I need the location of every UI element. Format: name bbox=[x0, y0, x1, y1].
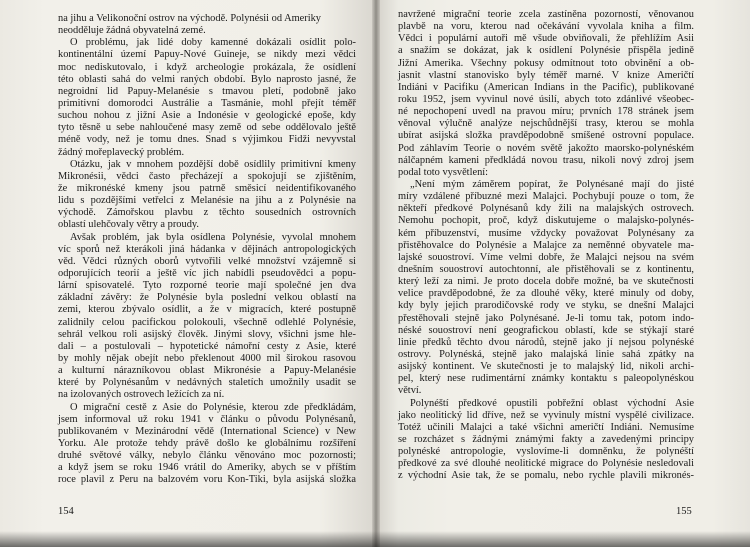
text-line: negroidní lid Papuy-Melanésie s tmavou pletí, podobně jako bbox=[58, 85, 356, 97]
text-line: roce plavil z Peru na balzovém voru Kon-Tiki, byla asijská složka bbox=[58, 474, 356, 486]
page-number: 155 bbox=[676, 506, 692, 517]
text-line: Avšak problém, jak byla osídlena Polynésie, vyvolal mnohem bbox=[70, 231, 356, 243]
text-line: věd. Vědci různých oborů vytvořili velké množství vzájemně si bbox=[58, 255, 356, 267]
text-line: a když jsem se roku 1946 vrátil do Ameriky, abych se v příštím bbox=[58, 462, 356, 474]
text-line: by mohly nějak obejít nebo překlenout 4000 mil širokou rasovou bbox=[58, 352, 356, 364]
text-line: dali – a postulovali – hypotetické námořní cesty z Asie, které bbox=[58, 340, 356, 352]
text-line: Nemohu pochopit, proč, když diskutujeme o malajsko-polynés- bbox=[398, 215, 694, 227]
text-line: větví. bbox=[398, 385, 422, 397]
text-line: Pod záhlavím Teorie o novém světě jakožto maorsko-polynéském bbox=[398, 142, 694, 154]
text-line: Totéž učinili Malajci a také všichni američtí Indiáni. Nemusíme bbox=[398, 421, 694, 433]
text-line: né nepochopení uvedl na pravou míru; prvních 178 stránek jsem bbox=[398, 106, 694, 118]
text-line: kontinentální území Papuy-Nové Guineje, se nikdy mezi vědci bbox=[58, 49, 356, 61]
text-line: velice pravděpodobné, že za dlouhé věky, které minuly od doby, bbox=[398, 288, 694, 300]
text-line: na jihu a Velikonoční ostrov na východě. Polynésii od Ameriky bbox=[58, 13, 322, 24]
text-line: tyto těsně u sebe nahloučené masy země od sebe oddělovalo ještě bbox=[58, 122, 356, 134]
text-line: Otázku, jak v mnohem pozdější době osídlily primitivní kmeny bbox=[70, 158, 356, 170]
text-line: lidu s pozdějšími vetřelci z Melanésie na jihu a z Polynésie na bbox=[58, 195, 356, 207]
text-line: předkové za své dlouhé neolitické migrace do Polynésie nesledovali bbox=[398, 458, 694, 470]
text-line: z východní Asie tak, že se pomalu, nebo rychle plavili mikronés- bbox=[398, 470, 694, 482]
text-line: néské souostroví není geografickou oblastí, kde se stýkají staré bbox=[398, 324, 694, 336]
text-line: Indiáni v Pacifiku (American Indians in the Pacific), publikované bbox=[398, 81, 694, 93]
text-line: jsem informoval už roku 1941 v článku o původu Polynésanů, bbox=[58, 413, 356, 425]
text-line: jako neolitický lid dříve, než se vyvinuly místní vyspělé civilizace. bbox=[398, 409, 694, 421]
text-line: a snažím se dokázat, jak k osídlení Polynésie přispěla jedině bbox=[398, 45, 694, 57]
text-line: Jižní Amerika. Všechny pokusy odmítnout toto obvinění a ob- bbox=[398, 57, 694, 69]
text-line: víc sporů než kterákoli jiná hádanka v dějinách antropologických bbox=[58, 243, 356, 255]
text-line: primitivní domorodci Austrálie a Tasmánie, mohl přejít téměř bbox=[58, 97, 356, 109]
text-line: jasnit vlastní stanovisko byly téměř marné. V knize Američtí bbox=[398, 69, 694, 81]
text-line: lajské souostroví. Víme velmi dobře, že Malajci nejsou na svém bbox=[398, 251, 694, 263]
text-line: sehrál velkou roli asijský člověk. Jinými slovy, všichni jsme hle- bbox=[58, 328, 356, 340]
text-line: ubírat asijská složka pravděpodobně smíšené ostrovní populace. bbox=[398, 130, 694, 142]
text-line: asijský kontinent. Ve skutečnosti je to malajský lid, nikoli archi- bbox=[398, 361, 694, 373]
text-line: méně vody, než je tomu dnes. Snad s výjimkou Fidži nevyvstal bbox=[58, 134, 356, 146]
text-line: O problému, jak lidé doby kamenné dokázali osídlit polo- bbox=[70, 37, 356, 49]
text-line: kdy byly jejich prarodičovské rody ve styku, se dnešní Malajci bbox=[398, 300, 694, 312]
text-line: lární spisovatelé. Tyto rozporné teorie mají společné jen dva bbox=[58, 280, 356, 292]
text-line: „Není mým záměrem popírat, že Polynésané mají do jisté bbox=[410, 178, 694, 190]
text-line: na izolovaných ostrovech ležících za ní. bbox=[58, 389, 225, 401]
text-line: míry vzdálené příbuzné mezi Malajci. Pochybují pouze o tom, že bbox=[398, 191, 694, 203]
text-line: polynéské antropologie, vyslovíme-li domněnku, že polynéští bbox=[398, 446, 694, 458]
text-line: a kulturní nárazníkovou oblast Mikronésie a Papuy-Melanésie bbox=[58, 365, 356, 377]
text-line: žádný mořeplavecký problém. bbox=[58, 146, 185, 158]
text-line: kém příbuzenství, musíme vždycky považovat Polynésany za bbox=[398, 227, 694, 239]
text-line: suchou nohou z jižní Asie a Indonésie v geologické epoše, kdy bbox=[58, 110, 356, 122]
text-line: věnoval výlučně analýze nejschůdnější trasy, kterou se mohla bbox=[398, 118, 694, 130]
right-page bbox=[376, 0, 750, 547]
page-number: 154 bbox=[58, 506, 74, 517]
text-line: nálčapném kameni předkládá novou trasu, nikoli nový zdroj jsem bbox=[398, 154, 694, 166]
text-line: někteří předkové Polynésanů kdy žili na malajských ostrovech. bbox=[398, 203, 694, 215]
text-line: O migrační cestě z Asie do Polynésie, kterou zde předkládám, bbox=[70, 401, 356, 413]
text-line: druhé světové války, nebylo článku věnováno moc pozornosti; bbox=[58, 450, 356, 462]
text-line: Mikronésii, vědci často přecházejí a spokojují se zjištěním, bbox=[58, 170, 356, 182]
text-line: které by Polynésanům v nedávných staletích umožnily usadit se bbox=[58, 377, 356, 389]
text-line: publikovaném v Mezinárodní vědě (International Science) v New bbox=[58, 425, 356, 437]
text-line: odporujících teorií a ještě víc jich nabídli pseudovědci a popu- bbox=[58, 267, 356, 279]
text-line: zemi, kterou zbývalo osídlit, a že v migracích, které postupně bbox=[58, 304, 356, 316]
text-line: moc nediskutovalo, i když archeologie prokázala, že osídlení bbox=[58, 61, 356, 73]
text-line: Polynéští předkové opustili pobřežní oblast východní Asie bbox=[410, 397, 694, 409]
text-line: roku 1952, jsem vyvinul nové úsilí, abych toto zdánlivé všeobec- bbox=[398, 93, 694, 105]
text-line: oblastí ulehčovaly větry a proudy. bbox=[58, 219, 200, 231]
text-line: linie předků těchto dvou národů, stejně jako jí nejsou polynéské bbox=[398, 336, 694, 348]
text-line: plavbě na voru, kterou nad očekávání vyvolala kniha a film. bbox=[398, 21, 694, 33]
text-line: který leží za nimi. Je proto docela dobře možné, ba ve skutečnosti bbox=[398, 276, 694, 288]
page-bottom-edge bbox=[0, 531, 750, 547]
text-line: přestěhovali stejně jako Polynésané. Je-li tomu tak, potom indo- bbox=[398, 312, 694, 324]
text-line: neodděluje žádná obyvatelná zemé. bbox=[58, 25, 206, 37]
text-line: pel, který nese rudimentární známky kontaktu s paleopolynéskou bbox=[398, 373, 694, 385]
text-line: ostrovy. Polynéská, stejně jako malajská linie sahá zpátky na bbox=[398, 348, 694, 360]
text-line: dnešním souostroví autochtonní, ale přistěhovali se z kontinentu, bbox=[398, 263, 694, 275]
text-line: základní závěry: že Polynésie byla poslední velkou oblastí na bbox=[58, 292, 356, 304]
text-line: přistěhovalce do Polynésie a Malajce za neměnné obyvatele ma- bbox=[398, 239, 694, 251]
book-gutter bbox=[372, 0, 380, 547]
text-line: zalidnily celou pacifickou polokouli, všechně odlehlé Polynésie, bbox=[58, 316, 356, 328]
text-line: Vědci i populární autoři mě všude obviňovali, že přehlížím Asii bbox=[398, 33, 694, 45]
text-line: podal toto vysvětlení: bbox=[398, 166, 489, 178]
text-line: Yorku. Ale protože tehdy právě došlo ke globálnímu rozšíření bbox=[58, 437, 356, 449]
text-line: se rozcházet s žádnými známými fakty a zavedenými principy bbox=[398, 433, 694, 445]
text-line: východě. Zámořskou plavbu z těchto sousedních ostrovních bbox=[58, 207, 356, 219]
text-line: navržené migrační teorie zcela zastíněna pozorností, věnovanou bbox=[398, 9, 694, 20]
text-line: že mikronéské kmeny jsou patrně směsicí neidentifikovaného bbox=[58, 182, 356, 194]
text-line: této oblasti sahá do velmi raných období. Bylo naprosto jasné, že bbox=[58, 73, 356, 85]
